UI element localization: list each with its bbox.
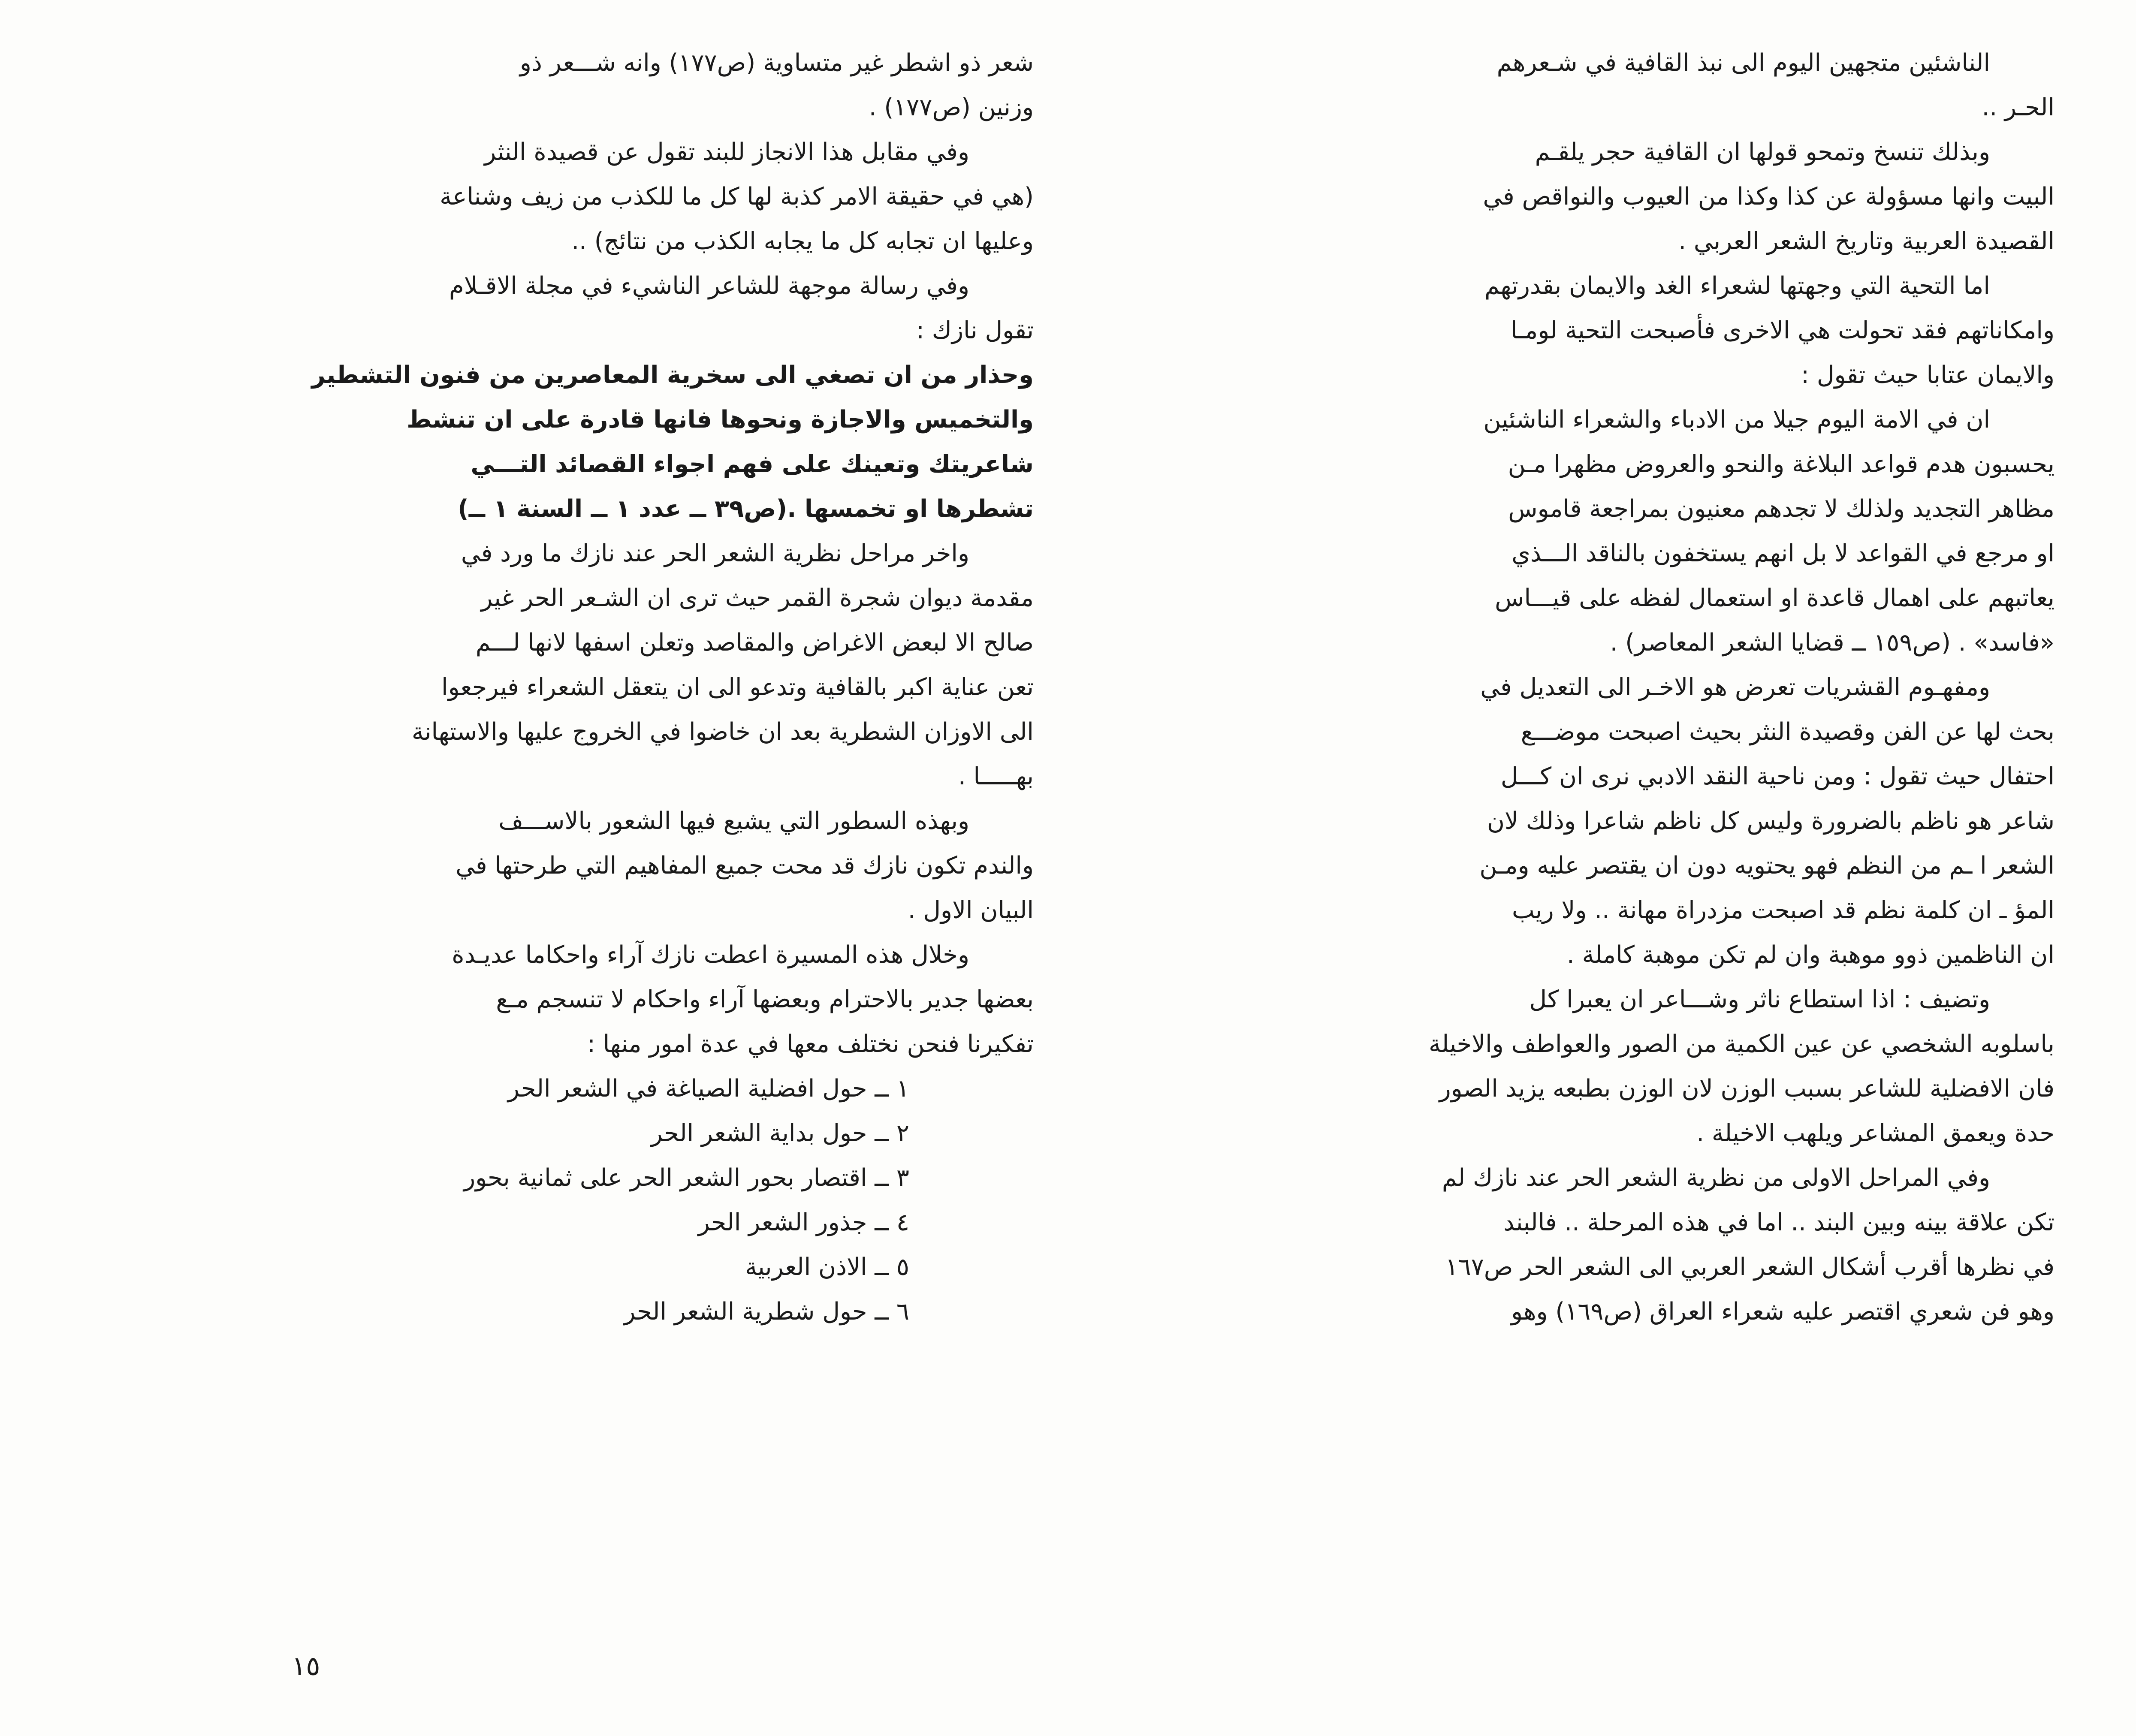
paragraph: وبهذه السطور التي يشيع فيها الشعور بالاســـف والندم تكون نازك قد محت جميع المفاهيم التي طرحتها في البيان الاول .: [456, 807, 1034, 924]
paragraph: وتضيف : اذا استطاع ناثر وشـــاعر ان يعبرا كل باسلوبه الشخصي عن عين الكمية من الصور والعواطف والاخيلة فان الافضلية للشاعر بسبب الوزن لان الوزن بطبعه يزيد الصور حدة ويعمق المشاعر ويلهب الاخيلة .: [1429, 986, 2055, 1147]
list-item: ١ ــ حول افضلية الصياغة في الشعر الحر: [507, 1075, 909, 1103]
paragraph: ومفهـوم القشريات تعرض هو الاخـر الى التعديل في بحث لها عن الفن وقصيدة النثر بحيث اصبحت موضـــع احتفال حيث تقول : ومن ناحية النقد الادبي نرى ان كـــل شاعر هو ناظم بالضرورة وليس كل ناظم شاعرا وذلك لان الشعر ا ـم من النظم فهو يحتويه دون ان يقتصر عليه ومـن المؤ ـ ان كلمة نظم قد اصبحت مزدراة مهانة .. ولا ريب ان الناظمين ذوو موهبة وان لم تكن موهبة كاملة .: [1479, 673, 2055, 969]
paragraph: الناشئين متجهين اليوم الى نبذ القافية في شـعرهم الحـر ..: [1496, 49, 2055, 121]
paragraph: وبذلك تنسخ وتمحو قولها ان القافية حجر يلقـم البيت وانها مسؤولة عن كذا وكذا من العيوب والنواقص في القصيدة العربية وتاريخ الشعر العربي .: [1483, 138, 2055, 255]
list-item: ٢ ــ حول بداية الشعر الحر: [651, 1119, 909, 1147]
list-item: ٦ ــ حول شطرية الشعر الحر: [624, 1298, 909, 1326]
disagreement-list: [92, 1067, 1034, 1334]
paragraph: شعر ذو اشطر غير متساوية (ص١٧٧) وانه شـــعر ذو وزنين (ص١٧٧) .: [519, 49, 1034, 121]
list-item: ٤ ــ جذور الشعر الحر: [698, 1209, 909, 1236]
bold-quotation: وحذار من ان تصغي الى سخرية المعاصرين من فنون التشطير والتخميس والاجازة ونحوها فانها قادرة على ان تنشط شاعريتك وتعينك على فهم اجواء القصائد التـــي تشطرها او تخمسها .(ص٣٩ ــ عدد ١ ــ السنة ١ ــ): [311, 361, 1034, 523]
paragraph: وفي مقابل هذا الانجاز للبند تقول عن قصيدة النثر (هي في حقيقة الامر كذبة لها كل ما للكذب من زيف وشناعة وعليها ان تجابه كل ما يجابه الكذب من نتائج) ..: [440, 138, 1034, 255]
page-number: ١٥: [292, 1650, 320, 1682]
paragraph: وخلال هذه المسيرة اعطت نازك آراء واحكاما عديـدة بعضها جدير بالاحترام وبعضها آراء واحكام لا تنسجم مـع تفكيرنا فنحن نختلف معها في عدة امور منها :: [452, 941, 1034, 1058]
right-column: [1102, 41, 2055, 1334]
paragraph: وفي المراحل الاولى من نظرية الشعر الحر عند نازك لم تكن علاقة بينه وبين البند .. اما في هذه المرحلة .. فالبند في نظرها أقرب أشكال الشعر العربي الى الشعر الحر ص١٦٧ وهو فن شعري اقتصر عليه شعراء العراق (ص١٦٩) وهو: [1442, 1164, 2055, 1326]
left-column: [92, 41, 1034, 1334]
paragraph: واخر مراحل نظرية الشعر الحر عند نازك ما ورد في مقدمة ديوان شجرة القمر حيث ترى ان الشـعر الحر غير صالح الا لبعض الاغراض والمقاصد وتعلن اسفها لانها لـــم تعن عناية اكبر بالقافية وتدعو الى ان يتعقل الشعراء فيرجعوا الى الاوزان الشطرية بعد ان خاضوا في الخروج عليها والاستهانة بهـــــا .: [411, 539, 1034, 790]
list-item: ٥ ــ الاذن العربية: [745, 1253, 909, 1281]
list-item: ٣ ــ اقتصار بحور الشعر الحر على ثمانية بحور: [464, 1164, 909, 1192]
quoted-paragraph: ان في الامة اليوم جيلا من الادباء والشعراء الناشئين يحسبون هدم قواعد البلاغة والنحو والعروض مظهرا مـن مظاهر التجديد ولذلك لا تجدهم معنيون بمراجعة قاموس او مرجع في القواعد لا بل انهم يستخفون بالناقد الـــذي يعاتبهم على اهمال قاعدة او استعمال لفظه على قيـــاس «فاسد» . (ص١٥٩ ــ قضايا الشعر المعاصر) .: [1483, 406, 2055, 657]
paragraph: وفي رسالة موجهة للشاعر الناشيء في مجلة الاقـلام تقول نازك :: [449, 272, 1034, 344]
paragraph: اما التحية التي وجهتها لشعراء الغد والايمان بقدرتهم وامكاناتهم فقد تحولت هي الاخرى فأصبحت التحية لومـا والايمان عتابا حيث تقول :: [1484, 272, 2055, 389]
